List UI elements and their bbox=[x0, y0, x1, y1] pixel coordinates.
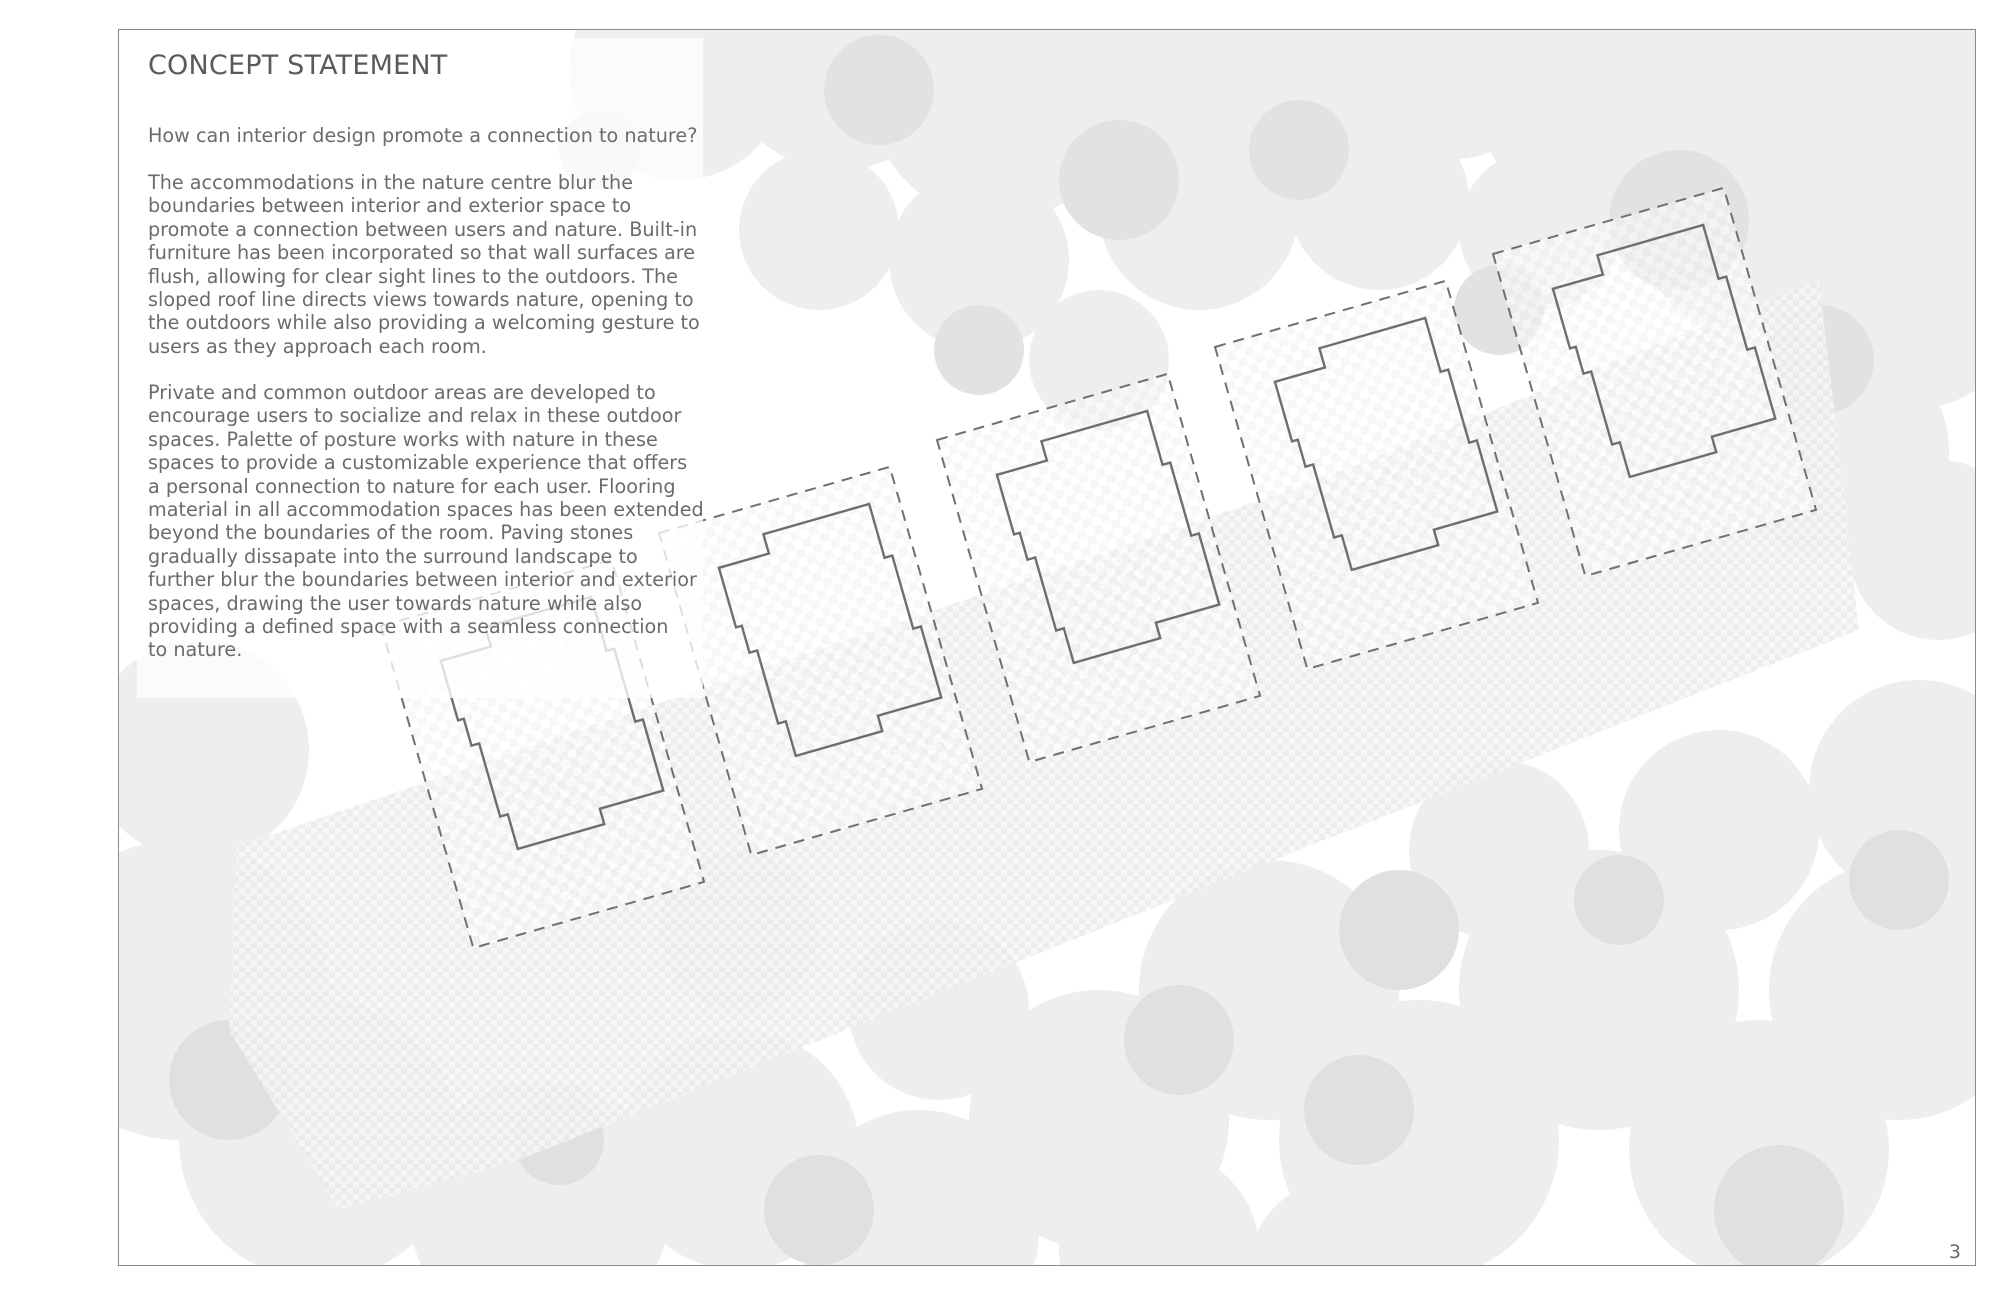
paragraph-line: spaces, drawing the user towards nature while also bbox=[148, 591, 643, 615]
paragraph-line: gradually dissapate into the surround landscape to bbox=[148, 544, 638, 568]
paragraph-line: flush, allowing for clear sight lines to the outdoors. The bbox=[148, 264, 678, 288]
paragraph-line: spaces to provide a customizable experience that offers bbox=[148, 451, 688, 475]
guiding-question bbox=[148, 124, 723, 147]
paragraph-line: further blur the boundaries between interior and exterior bbox=[148, 568, 697, 592]
paragraph-line: encourage users to socialize and relax in these outdoor bbox=[148, 404, 682, 428]
paragraph-line: material in all accommodation spaces has been extended bbox=[148, 498, 704, 522]
paragraph-line: the outdoors while also providing a welcoming gesture to bbox=[148, 311, 700, 335]
paragraph-line: sloped roof line directs views towards nature, opening to bbox=[148, 288, 694, 312]
paragraph-line: users as they approach each room. bbox=[148, 334, 487, 358]
paragraph-line: promote a connection between users and nature. Built-in bbox=[148, 217, 698, 241]
paragraph-line: boundaries between interior and exterior space to bbox=[148, 194, 632, 218]
paragraph-line: The accommodations in the nature centre blur the bbox=[148, 171, 633, 194]
concept-paragraph-2 bbox=[148, 381, 723, 662]
paragraph-line: a personal connection to nature for each user. Flooring bbox=[148, 474, 676, 498]
presentation-sheet bbox=[118, 29, 1976, 1266]
paragraph-line: to nature. bbox=[148, 638, 243, 662]
paragraph-line: spaces. Palette of posture works with nature in these bbox=[148, 427, 658, 451]
concept-paragraph-1 bbox=[148, 171, 723, 358]
paragraph-line: Private and common outdoor areas are developed to bbox=[148, 381, 656, 404]
paragraph-line: furniture has been incorporated so that wall surfaces are bbox=[148, 241, 696, 265]
page-title: CONCEPT STATEMENT bbox=[148, 50, 448, 81]
paragraph-line: beyond the boundaries of the room. Paving stones bbox=[148, 521, 634, 545]
page-number: 3 bbox=[1948, 1241, 1961, 1263]
paragraph-line: providing a defined space with a seamless connection bbox=[148, 615, 669, 639]
question-line: How can interior design promote a connection to nature? bbox=[148, 124, 698, 147]
